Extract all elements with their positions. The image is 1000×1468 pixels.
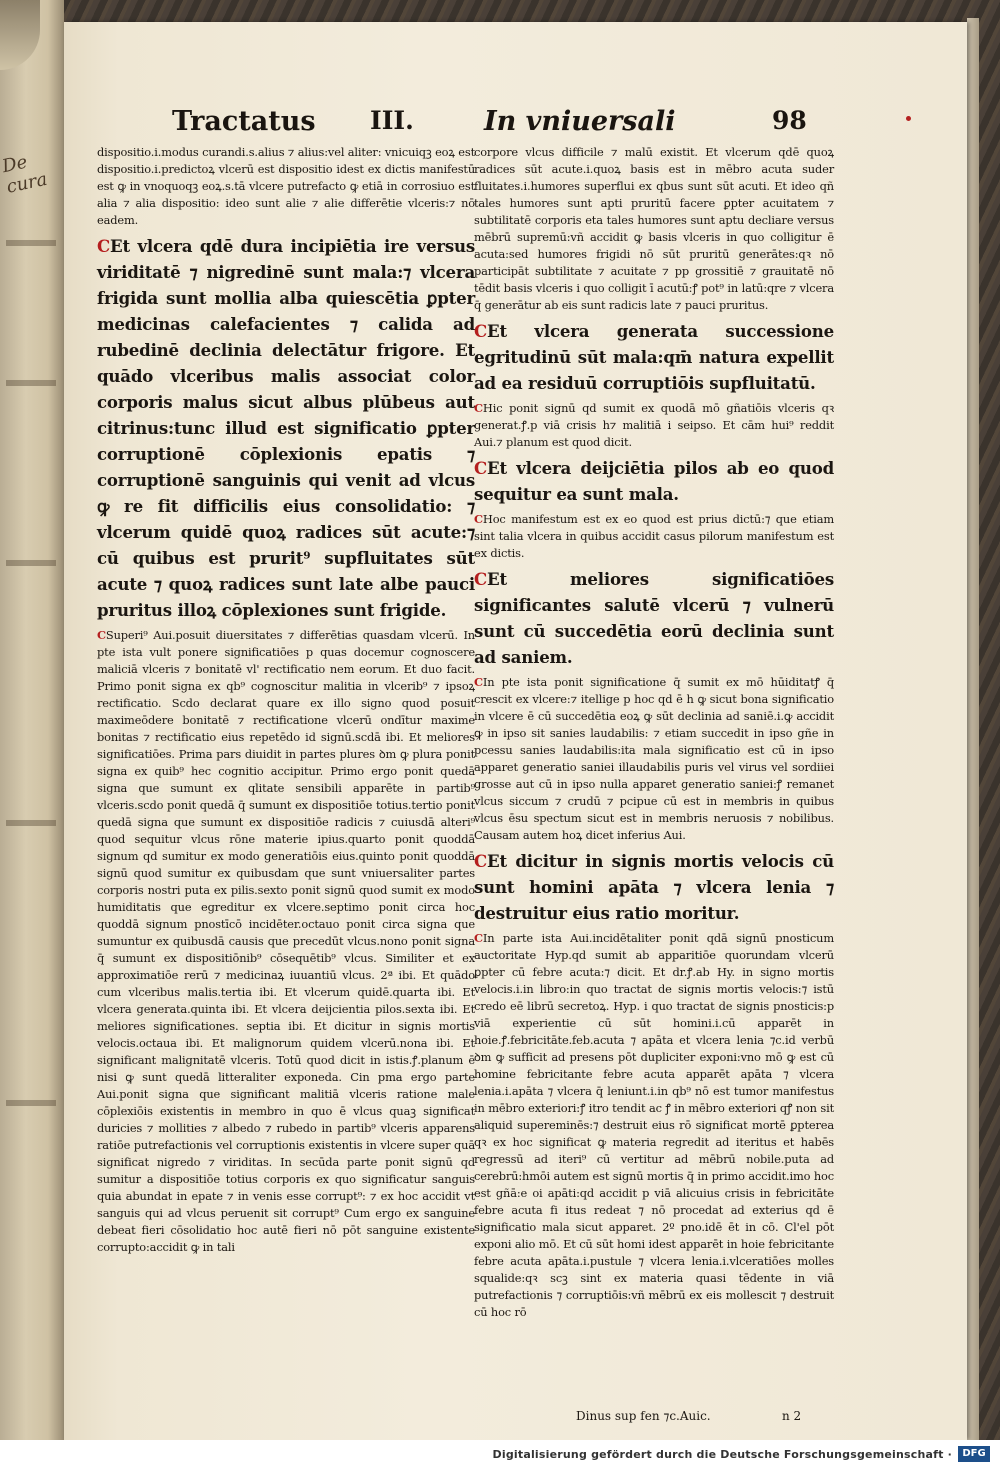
commentary-paragraph [474,930,834,1321]
bleed-line [6,820,56,826]
folio-number: 98 [772,106,807,135]
paragraph-text: corpore vlcus difficile ⁊ malū existit. Et vlcerum qdē quoꝝ radices sūt acute.i.quoꝝ basis est in mēbro acuta suder fluitates.i.humores superflui ex qbus sunt sūt acuti. Et ideo qñ tales humores sunt apti pruritū facere ꝑpter acuitatem ⁊ subtilitatē corporis eta tales humores sunt aptu decliare versus mēbrū supremū:vñ accidit ꝙ basis vlceris in quo colligitur ē acuta:sed humores frigidi nō sūt pruritū generātes:qꝛ nō participāt subtilitate ⁊ acuitate ⁊ pp grossitiē ⁊ grauitatē nō tēdit basis vlceris i quo colligit ī acutū:ꝭ pot⁹ in latū:qre ⁊ vlcera q̄ generātur ab eis sunt radicis late ⁊ pauci pruritus. [474,145,834,312]
commentary-paragraph [474,674,834,844]
paragraph-text: Hoc manifestum est ex eo quod est prius dictū:⁊ que etiam sint talia vlcera in quibus accidit casus pilorum manifestum est ex dictis. [474,512,834,560]
digitization-footer [0,1440,1000,1468]
rubric-mark: C [474,401,483,415]
red-mark [906,116,911,121]
running-head-title: In vniuersali [484,106,676,137]
paragraph-text: Superi⁹ Aui.posuit diuersitates ⁊ differētias quasdam vlcerū. In pte ista vult ponere significatiōes p quas docemur cognoscere maliciā vlceris ⁊ bonitatē vl' rectificatio nem eorum. Et duo facit. Primo ponit signa ex qb⁹ cognoscitur malitia in vlcerib⁹ ⁊ ipsoꝝ rectificatio. Scdo declarat quare ex illo signo quod posuit maximeōdere bonitatē ⁊ rectificatione vlcerū ondītur maxime bonitas ⁊ rectificatio eius repetēdo id signū.scdā ibi. Et meliores significatiōes. Prima pars diuidit in partes plures ꝺm ꝙ plura ponit signa ex quib⁹ hec cognitio accipitur. Primo ergo ponit quedā signa que sumunt ex qlitate sensibili apparēte in partib⁹ vlceris.scdo ponit quedā q̄ sumunt ex dispositiōe totius.tertio ponit quedā signa que sumunt ex dispositiōe radicis ⁊ cuiusdā alteri⁹ quod sequitur vlcus rōne materie ipius.quarto ponit quoddā signum qd sumitur ex modo generatiōis eius.quinto ponit quoddā signū quod sumitur ex quibusdam que sunt vniuersaliter partes corporis nostri puta ex pilis.sexto ponit signū quod sumit ex modo humiditatis que egreditur ex vlcere.septimo ponit circa hoc quoddā signum pnostīcō incidēter.octauo ponit circa signa que sumuntur ex quibusdā causis que precedūt vlcus.nono ponit signa q̄ sumunt ex dispositiōnib⁹ cōsequētib⁹ vlcus. Similiter et ex approximatiōe rerū ⁊ medicinaꝝ iuuantiū vlcus. 2ª ibi. Et quādo cum vlceribus malis.tertia ibi. Et vlcerum quidē.quarta ibi. Et vlcera generata.quinta ibi. Et vlcera deijcientia pilos.sexta ibi. Et meliores significationes. septia ibi. Et dicitur in signis mortis velocis.octaua ibi. Et malignorum quidem vlcerū.nona ibi. Et significant malignitatē vlceris. Totū quod dicit in istis.ꝭ.planum ē nisi ꝙ sunt quedā litteraliter exponeda. Cin pma ergo parte Aui.ponit signa que significant malitiā vlceris ratione male cōplexiōis existentis in membro in quo ē vlcus quaꝫ significat duricies ⁊ mollities ⁊ albedo ⁊ rubedo in partib⁹ vlceris apparens ratiōe putrefactionis vel corruptionis existentis in vlcere super quā significat nigredo ⁊ viriditas. In secūda parte ponit signū qd sumitur a dispositiōe totius corporis ex quo significatur sanguis quia abundat in epate ⁊ in venis esse corrupt⁹: ⁊ ex hoc accidit vt sanguis qui ad vlcus peruenit sit corrupt⁹ Cum ergo ex sanguine debeat fieri cōsolidatio hoc autē fieri nō pōt sanguine existente corrupto:accidit ꝙ in tali [97,628,475,1254]
page-edge-strip [967,18,979,1442]
paragraph-text: In parte ista Aui.incidētaliter ponit qdā signū pnosticum auctoritate Hyp.qd sumit ab apparitiōe quorundam vlcerū ꝑpter cū febre acuta:⁊ dicit. Et dr.ꝭ.ab Hy. in signo mortis velocis.i.in libro:in quo tractat de signis mortis velocis:⁊ istū credo eē librū secretoꝝ. Hyp. i quo tractat de signis pnosticis:p viā experientie cū sūt homini.i.cū apparēt in hoie.ꝭ.febricitāte.feb.acuta ⁊ apāta et vlcera lenia ⁊c.id verbū ꝺm ꝙ sufficit ad presens pōt dupliciter exponi:vno mō ꝙ est cū homine febricitante febre acuta apparēt apāta ⁊ vlcera lenia.i.apāta ⁊ vlcera q̄ leniunt.i.in qb⁹ nō est tumor manifestus in mēbro exteriori:ꝭ itro tendit ac ꝭ in mēbro exteriori qꝭ non sit aliquid supereminēs:⁊ destruit eius rō significat mortē ꝑpterea qꝛ ex hoc significat ꝙ materia regredit ad iteritus et habēs regressū ad iteri⁹ cū vertitur ad mēbrū nobile.puta ad cerebrū:hmōi autem est signū mortis q̄ in primo accidit.imo hoc est gñā:e oi apāti:qd accidit p viā alicuius crisis in febricitāte febre acuta fi itus redeat ⁊ nō procedat ad exterius qd ē significatio mala sicut apparet. 2º pno.idē ēt in cō. Cl'el pōt exponi alio mō. Et cū sūt homi idest apparēt in hoie febricitante febre acuta apāta.i.pustule ⁊ vlcera lenia.i.vlceratiōes molles squalide:qꝛ scꝫ sint ex materia quasi tēdente in viā putrefactionis ⁊ corruptiōis:vñ mēbrū ex eis mollescit ⁊ destruit cū hoc rō [474,931,834,1319]
text-paragraph-large [474,848,834,926]
left-text-column [97,144,475,1256]
margin-note: De cura [0,151,50,198]
rubric-mark: C [474,931,483,945]
running-head [64,106,967,146]
rubric-mark: C [474,675,483,689]
right-text-column [474,144,834,1321]
rubric-mark: C [474,321,488,341]
bleed-line [6,380,56,386]
text-paragraph-large [474,566,834,670]
left-page-edge [0,0,64,1440]
page-curl [0,0,40,70]
rubric-mark: C [474,569,488,589]
running-head-numeral: III. [370,106,414,135]
text-paragraph-large [474,318,834,396]
paragraph-text: Et meliores significatiōes significantes salutē vlcerū ⁊ vulnerū sunt cū succedētia eorū declinia sunt ad saniem. [474,569,834,667]
signature-line: Dinus sup fen ⁊c.Auic. [576,1409,711,1423]
commentary-paragraph [97,627,475,1256]
dfg-logo: DFG [958,1446,990,1462]
commentary-paragraph [97,144,475,229]
paragraph-text: Et dicitur in signis mortis velocis cū sunt homini apāta ⁊ vlcera lenia ⁊ destruitur eius ratio moritur. [474,851,834,923]
rubric-mark: C [474,851,488,871]
paragraph-text: Et vlcera deijciētia pilos ab eo quod sequitur ea sunt mala. [474,458,834,504]
text-paragraph-large [474,455,834,507]
commentary-paragraph [474,511,834,562]
signature-mark: n 2 [782,1409,802,1423]
text-paragraph-large [97,233,475,623]
rubric-mark: C [474,458,488,478]
commentary-paragraph [474,400,834,451]
rubric-mark: C [97,628,106,642]
commentary-paragraph [474,144,834,314]
bleed-line [6,1100,56,1106]
paragraph-text: Et vlcera generata successione egritudinū sūt mala:qm̄ natura expellit ad ea residuū corruptiōis supfluitatū. [474,321,834,393]
paragraph-text: Hic ponit signū qd sumit ex quodā mō gñatiōis vlceris qꝛ generat.ꝭ.p viā crisis h⁊ malitiā i seipso. Et cām hui⁹ reddit Aui.⁊ planum est quod dicit. [474,401,834,449]
paragraph-text: In pte ista ponit significatione q̄ sumit ex mō hūiditatꝭ q̄ crescit ex vlcere:⁊ itellige p hoc qd ē h ꝙ sicut bona significatio in vlcere ē cū succedētia eoꝝ ꝙ sūt declinia ad saniē.i.ꝙ accidit ꝙ in ipso sit sanies laudabilis: ⁊ etiam succedit in ipso gñe in pcessu sanies laudabilis:ita mala significatio est cū in ipso apparet generatio saniei illaudabilis puris vel virus vel sordiiei grosse aut cū in ipso nulla apparet generatio saniei:ꝭ remanet vlcus siccum ⁊ crudū ⁊ pcipue cū est in membris in quibus vlcus ēsu spectum sicut est in membris neruosis ⁊ nobilibus. Causam autem hoꝝ dicet inferius Aui. [474,675,834,842]
footer-credit: Digitalisierung gefördert durch die Deutsche Forschungsgemeinschaft · [492,1448,952,1461]
running-head-tractatus: Tractatus [172,106,316,137]
paragraph-text: dispositio.i.modus curandi.s.alius ⁊ alius:vel aliter: vnicuiqꝫ eoꝝ est dispositio.i.predictoꝝ vlcerū est dispositio idest ex dictis manifestū est ꝙ in vnoquoqꝫ eoꝝ.s.tā vlcere putrefacto ꝙ etiā in corrosiuo est alia ⁊ alia dispositio: ideo sunt alie ⁊ alie differētie vlceris:⁊ nō eadem. [97,145,475,227]
book-page [64,22,967,1440]
bleed-line [6,240,56,246]
bleed-line [6,560,56,566]
rubric-mark: C [474,512,483,526]
rubric-mark: C [97,236,111,256]
paragraph-text: Et vlcera qdē dura incipiētia ire versus viriditatē ⁊ nigredinē sunt mala:⁊ vlcera frigida sunt mollia alba quiescētia ꝑpter medicinas calefacientes ⁊ calida ad rubedinē declinia delectātur frigore. Et quādo vlceribus malis associat color corporis malus sicut albus plūbeus aut citrinus:tunc illud est significatio ꝑpter corruptionē cōplexionis epatis ⁊ corruptionē sanguinis qui venit ad vlcus ꝙ re fit difficilis eius consolidatio: ⁊ vlcerum quidē quoꝝ radices sūt acute:⁊ cū quibus est prurit⁹ supfluitates sūt acute ⁊ quoꝝ radices sunt late albe pauci pruritus illoꝝ cōplexiones sunt frigide. [97,236,475,620]
